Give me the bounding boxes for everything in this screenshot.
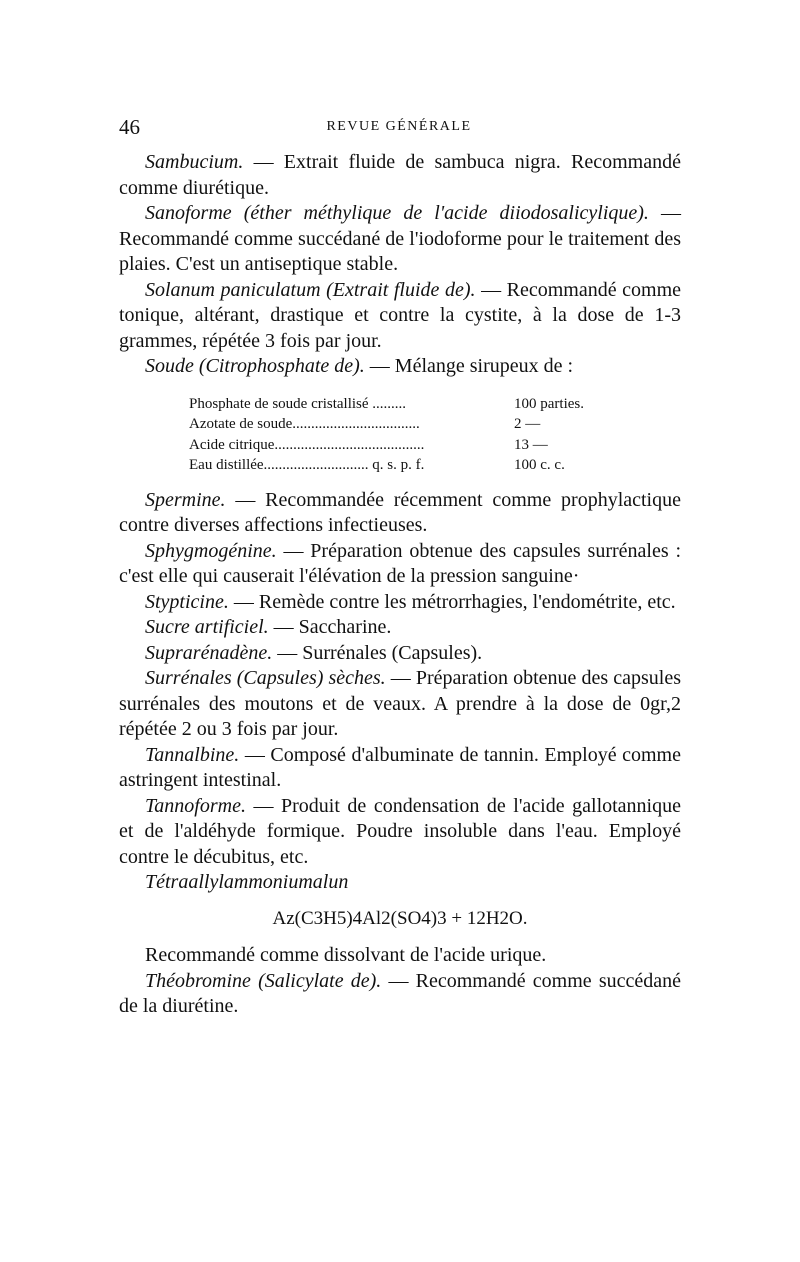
recipe-row: [189, 435, 681, 456]
entry-term: Sphygmogénine.: [145, 539, 277, 562]
chemical-formula: Az(C3H5)4Al2(SO4)3 + 12H2O.: [272, 907, 528, 929]
entry-stypticine: [119, 590, 681, 616]
entry-text: — Mélange sirupeux de :: [364, 355, 574, 377]
entry-theobromine: [119, 969, 681, 1020]
entry-term: Soude (Citrophosphate de).: [145, 355, 365, 377]
entry-soude: [119, 354, 681, 380]
entry-text: — Remède contre les métrorrhagies, l'endométrite, etc.: [228, 590, 676, 613]
entry-text: — Surrénales (Capsules).: [272, 641, 483, 664]
entry-term: Suprarénadène.: [145, 641, 273, 664]
page-header: [119, 115, 679, 141]
recipe-row: [189, 414, 681, 435]
recipe-quantity: 13 —: [514, 436, 548, 453]
body-text: [119, 150, 681, 1020]
entry-term: Surrénales (Capsules) sèches.: [145, 667, 386, 689]
entry-text: — Saccharine.: [268, 616, 392, 638]
entry-suprarenadene: [119, 641, 681, 667]
recipe-ingredient: Phosphate de soude cristallisé .........: [189, 395, 407, 412]
entry-term: Spermine.: [145, 488, 226, 511]
recipe-ingredient: Azotate de soude..................................: [189, 416, 420, 432]
recipe-ingredient: Eau distillée............................ q. s. p. f.: [189, 457, 425, 473]
recipe-quantity: 2 —: [514, 416, 541, 432]
entry-term: Tétraallylammoniumalun: [145, 871, 349, 893]
entry-tetraallylammoniumalun: [119, 870, 681, 896]
entry-sucre: [119, 615, 681, 641]
recipe-ingredient: Acide citrique........................................: [189, 436, 425, 453]
entry-term: Stypticine.: [145, 590, 229, 613]
entry-term: Sucre artificiel.: [145, 616, 269, 638]
entry-tannalbine: [119, 743, 681, 794]
entry-term: Sanoforme (éther méthylique de l'acide diiodosalicylique).: [145, 202, 649, 224]
entry-text: — Préparation obtenue des capsules surrénales : c'est elle qui causerait l'élévation de la pression sanguine·: [119, 539, 681, 587]
entry-term: Tannoforme.: [145, 794, 246, 817]
entry-sambucium: [119, 150, 681, 201]
entry-text: — Recommandé comme succédané de l'iodoforme pour le traitement des plaies. C'est un antiseptique stable.: [119, 202, 682, 275]
entry-term: Solanum paniculatum (Extrait fluide de).: [145, 278, 476, 301]
recipe-table: [189, 394, 681, 476]
entry-term: Théobromine (Salicylate de).: [145, 969, 382, 992]
entry-text: — Recommandée récemment comme prophylactique contre diverses affections infectieuses.: [119, 488, 681, 536]
entry-tannoforme: [119, 794, 681, 871]
recipe-quantity: 100 c. c.: [514, 457, 565, 473]
entry-text: — Produit de condensation de l'acide gallotannique et de l'aldéhyde formique. Poudre insoluble dans l'eau. Employé contre le décubitus, etc.: [119, 794, 681, 868]
recipe-row: [189, 455, 681, 476]
entry-spermine: [119, 488, 681, 539]
entry-text-urique: Recommandé comme dissolvant de l'acide urique.: [145, 944, 547, 966]
entry-sphygmogenine: [119, 539, 681, 590]
entry-text: — Extrait fluide de sambuca nigra. Recommandé comme diurétique.: [119, 151, 681, 199]
entry-term: Tannalbine.: [145, 743, 240, 766]
page-number: 46: [119, 115, 140, 139]
entry-text: — Préparation obtenue des capsules surrénales des moutons et de veaux. A prendre à la dose de 0gr,2 répétée 2 ou 3 fois par jour.: [119, 667, 681, 740]
entry-text: — Recommandé comme succédané de la diurétine.: [119, 969, 681, 1017]
entry-text: — Composé d'albuminate de tannin. Employé comme astringent intestinal.: [119, 743, 681, 791]
entry-term: Sambucium.: [145, 151, 244, 173]
entry-sanoforme: [119, 201, 681, 278]
running-title: REVUE GÉNÉRALE: [326, 119, 472, 134]
entry-text: — Recommandé comme tonique, altérant, drastique et contre la cystite, à la dose de 1-3 grammes, répétée 3 fois par jour.: [119, 278, 682, 352]
entry-surrenales: [119, 666, 681, 743]
recipe-quantity: 100 parties.: [514, 395, 584, 412]
recipe-row: [189, 394, 681, 415]
entry-solanum: [119, 278, 681, 355]
